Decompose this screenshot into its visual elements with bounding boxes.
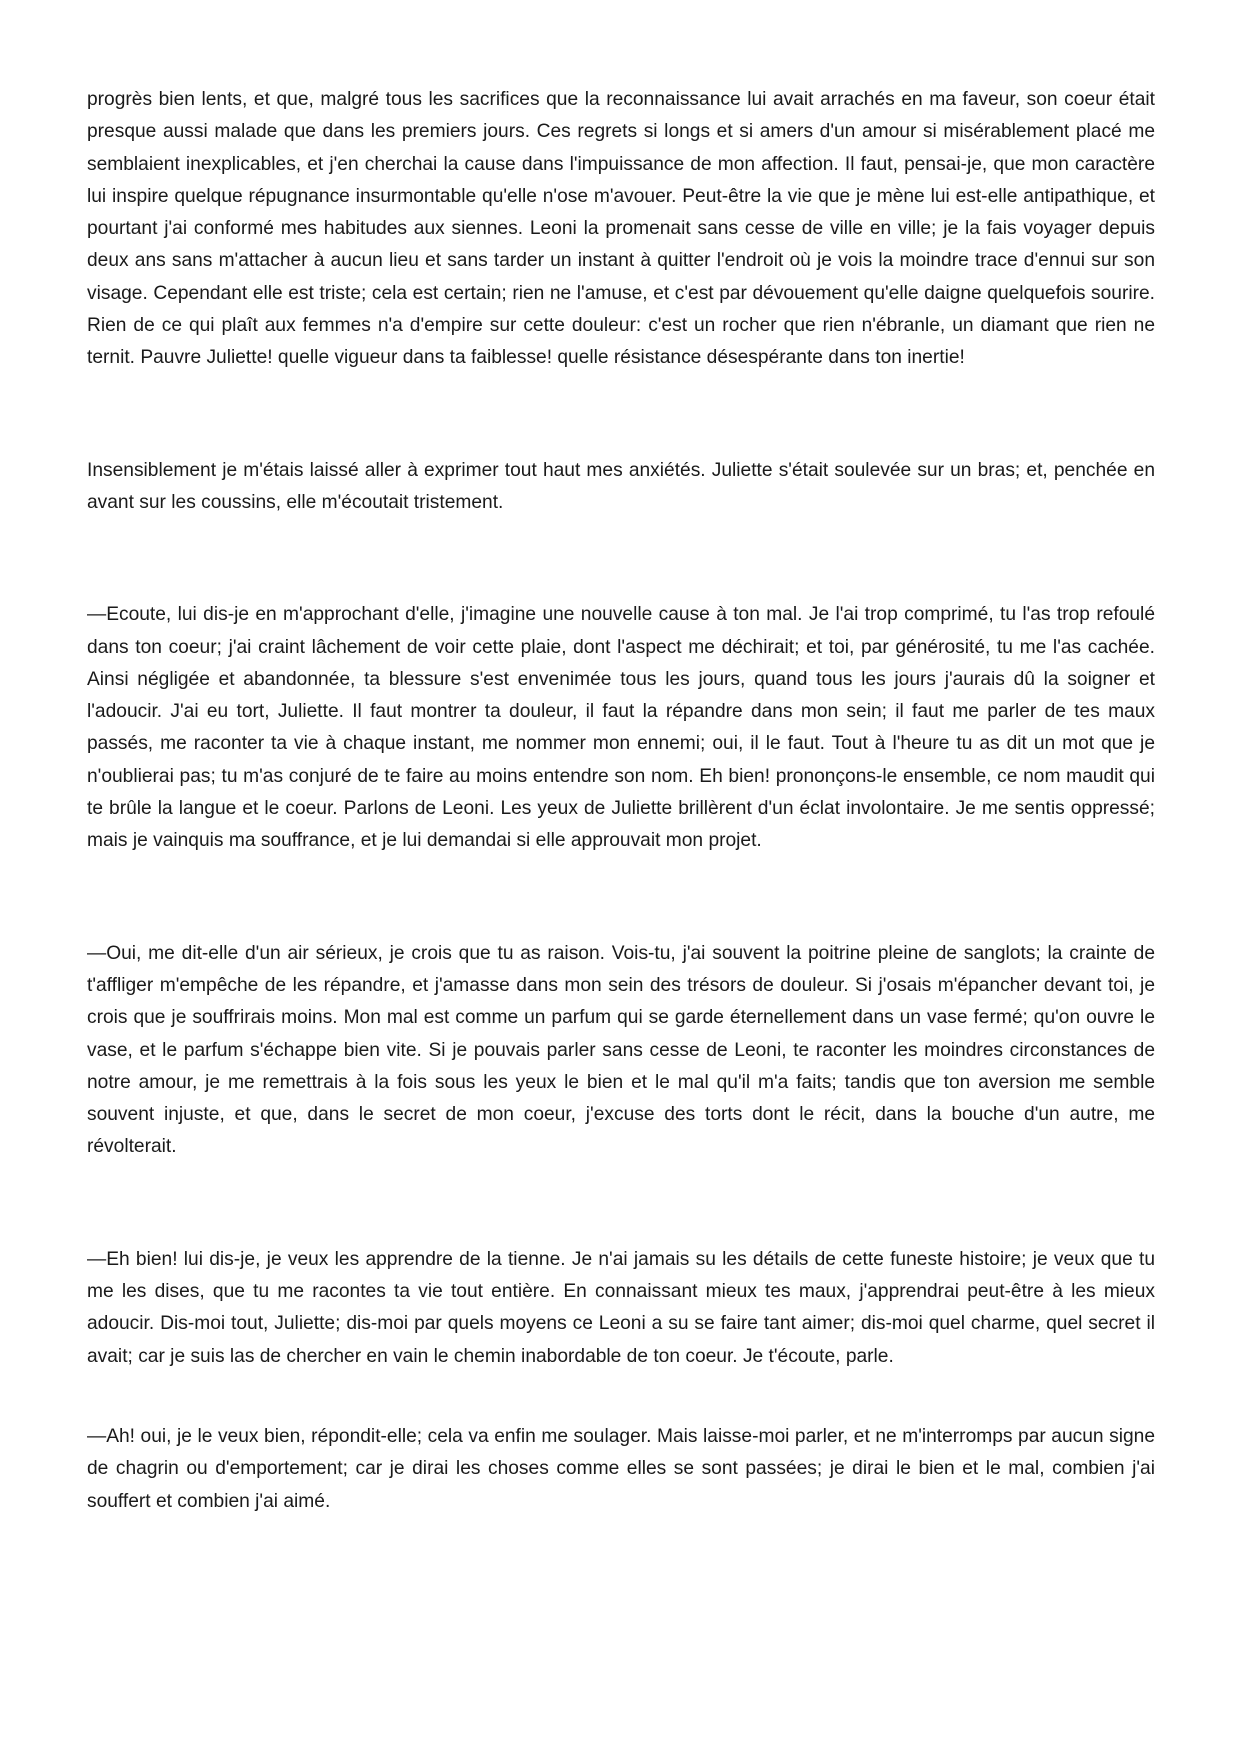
paragraph-3: —Ecoute, lui dis-je en m'approchant d'elle, j'imagine une nouvelle cause à ton mal. Je l'ai trop comprimé, tu l'as trop refoulé dans ton coeur; j'ai craint lâchement de voir cette plaie, dont l'aspect me déchirait; et toi, par générosité, tu me l'as cachée. Ainsi négligée et abandonnée, ta blessure s'est envenimée tous les jours, quand tous les jours j'aurais dû la soigner et l'adoucir. J'ai eu tort, Juliette. Il faut montrer ta douleur, il faut la répandre dans mon sein; il faut me parler de tes maux passés, me raconter ta vie à chaque instant, me nommer mon ennemi; oui, il le faut. Tout à l'heure tu as dit un mot que je n'oublierai pas; tu m'as conjuré de te faire au moins entendre son nom. Eh bien! prononçons-le ensemble, ce nom maudit qui te brûle la langue et le coeur. Parlons de Leoni. Les yeux de Juliette brillèrent d'un éclat involontaire. Je me sentis oppressé; mais je vainquis ma souffrance, et je lui demandai si elle approuvait mon projet. (87, 604, 1155, 852)
paragraph-5: —Eh bien! lui dis-je, je veux les apprendre de la tienne. Je n'ai jamais su les détails de cette funeste histoire; je veux que tu me les dises, que tu me racontes ta vie tout entière. En connaissant mieux tes maux, j'apprendrai peut-être à les mieux adoucir. Dis-moi tout, Juliette; dis-moi par quels moyens ce Leoni a su se faire tant aimer; dis-moi quel charme, quel secret il avait; car je suis las de chercher en vain le chemin inabordable de ton coeur. Je t'écoute, parle. (87, 1248, 1155, 1367)
paragraph-1: progrès bien lents, et que, malgré tous les sacrifices que la reconnaissance lui avait arrachés en ma faveur, son coeur était presque aussi malade que dans les premiers jours. Ces regrets si longs et si amers d'un amour si misérablement placé me semblaient inexplicables, et j'en cherchai la cause dans l'impuissance de mon affection. Il faut, pensai-je, que mon caractère lui inspire quelque répugnance insurmontable qu'elle n'ose m'avouer. Peut-être la vie que je mène lui est-elle antipathique, et pourtant j'ai conformé mes habitudes aux siennes. Leoni la promenait sans cesse de ville en ville; je la fais voyager depuis deux ans sans m'attacher à aucun lieu et sans tarder un instant à quitter l'endroit où je vois la moindre trace d'ennui sur son visage. Cependant elle est triste; cela est certain; rien ne l'amuse, et c'est par dévouement qu'elle daigne quelquefois sourire. Rien de ce qui plaît aux femmes n'a d'empire sur cette douleur: c'est un rocher que rien n'ébranle, un diamant que rien ne ternit. Pauvre Juliette! quelle vigueur dans ta faiblesse! quelle résistance désespérante dans ton inertie! (87, 89, 1155, 369)
paragraph-6: —Ah! oui, je le veux bien, répondit-elle; cela va enfin me soulager. Mais laisse-moi parler, et ne m'interromps par aucun signe de chagrin ou d'emportement; car je dirai les choses comme elles se sont passées; je dirai le bien et le mal, combien j'ai souffert et combien j'ai aimé. (87, 1425, 1155, 1512)
paragraph-4: —Oui, me dit-elle d'un air sérieux, je crois que tu as raison. Vois-tu, j'ai souvent la poitrine pleine de sanglots; la crainte de t'affliger m'empêche de les répandre, et j'amasse dans mon sein des trésors de douleur. Si j'osais m'épancher devant toi, je crois que je souffrirais moins. Mon mal est comme un parfum qui se garde éternellement dans un vase fermé; qu'on ouvre le vase, et le parfum s'échappe bien vite. Si je pouvais parler sans cesse de Leoni, te raconter les moindres circonstances de notre amour, je me remettrais à la fois sous les yeux le bien et le mal qu'il m'a faits; tandis que ton aversion me semble souvent injuste, et que, dans le secret de mon coeur, j'excuse des torts dont le récit, dans la bouche d'un autre, me révolterait. (87, 942, 1155, 1158)
paragraph-2: Insensiblement je m'étais laissé aller à exprimer tout haut mes anxiétés. Juliette s'était soulevée sur un bras; et, penchée en avant sur les coussins, elle m'écoutait tristement. (87, 459, 1155, 513)
